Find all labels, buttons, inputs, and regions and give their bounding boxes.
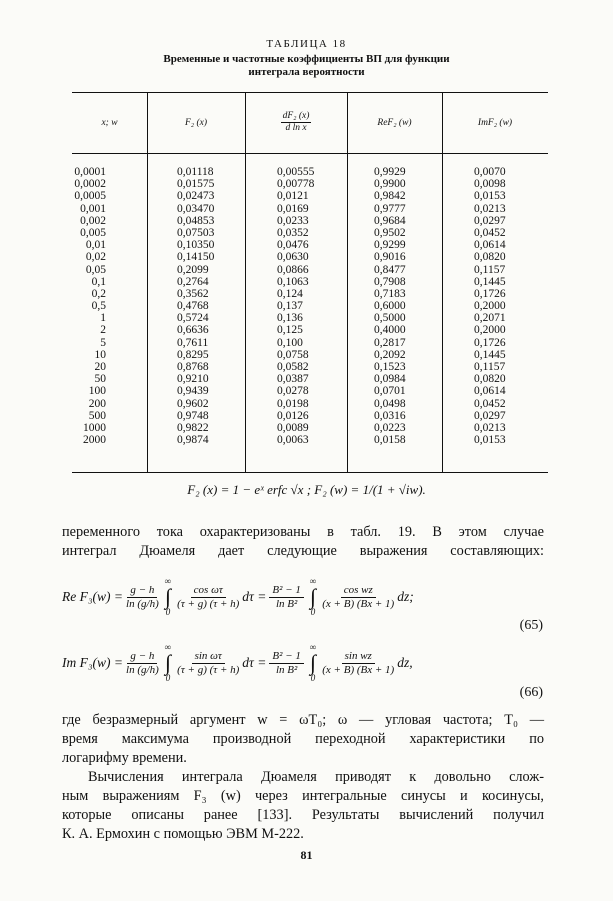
equation-66 (62, 638, 552, 688)
header-df2-fraction (281, 111, 312, 134)
table-cell: 0,0316 (374, 409, 406, 422)
table-cell: 0,2092 (374, 348, 406, 361)
table-cell: 0,0758 (277, 348, 309, 361)
header-df2-numerator: dF₂ (x) (282, 111, 310, 121)
table-cell: 0,7611 (177, 336, 209, 349)
table-cell: 0,1 (91, 275, 106, 288)
table-cell: 0,1063 (277, 275, 309, 288)
table-cell: 0,0452 (474, 397, 506, 410)
equation-number: (65) (519, 618, 543, 633)
column-imf2 (474, 166, 506, 446)
table-cell: 500 (88, 409, 106, 422)
text-line: где безразмерный аргумент w = ωT₀; ω — угловая частота; T₀ — (62, 712, 544, 728)
eq66-f3-num: B² − 1 (269, 650, 303, 664)
eq65-f1-num: g − h (127, 584, 157, 598)
table-cell: 0,6636 (177, 324, 209, 337)
eq66-fraction-3 (269, 650, 303, 677)
table-cell: 20 (94, 361, 106, 373)
table-cell: 0,2071 (474, 312, 506, 325)
table-cell: 0,0820 (474, 251, 506, 264)
equation-number: (66) (519, 685, 543, 700)
table-cell: 2 (100, 324, 106, 337)
table-cell: 10 (94, 348, 106, 361)
table-cell: 0,00778 (277, 178, 315, 191)
eq65-f4-den: (x + B) (Bx + 1) (322, 597, 395, 610)
eq66-integral-1: ∞ ∫ 0 (164, 642, 172, 683)
header-x-w: x; w (101, 117, 118, 128)
table-cell: 0,9439 (177, 385, 209, 398)
table-cell: 0,7908 (374, 275, 406, 288)
eq65-f1-den: ln (g/h) (126, 597, 159, 610)
eq66-f3-den: ln B² (275, 663, 298, 676)
eq65-f2-den: (τ + g) (τ + h) (177, 597, 240, 610)
eq66-fraction-2 (177, 650, 239, 677)
table-cell: 0,9602 (177, 397, 209, 410)
table-cell: 0,1726 (474, 336, 506, 349)
table-cell: 0,0070 (474, 166, 506, 178)
eq65-mid: dτ = (242, 589, 267, 604)
eq65-fraction-2 (177, 584, 239, 611)
table-cell: 0,9502 (374, 226, 406, 239)
table-cell: 0,0089 (277, 421, 309, 434)
table-cell: 0,0297 (474, 409, 506, 422)
text-line: интеграл Дюамеля дает следующие выражения составляющих: (62, 543, 544, 559)
table-cell: 0,0213 (474, 421, 506, 434)
table-cell: 0,04853 (177, 214, 215, 227)
header-df2-denominator: d ln x (285, 123, 307, 133)
table-caption-line: Временные и частотные коэффициенты ВП для функции (163, 53, 450, 65)
table-cell: 0,9684 (374, 214, 406, 227)
table-cell: 100 (88, 385, 106, 398)
table-cell: 0,0098 (474, 178, 506, 191)
table-cell: 0,0158 (374, 434, 406, 447)
table-cell: 0,2099 (177, 263, 209, 276)
table-cell: 0,0169 (277, 202, 309, 215)
table-cell: 0,0614 (474, 239, 506, 252)
table-cell: 0,1157 (474, 361, 506, 373)
table-cell: 0,9842 (374, 190, 406, 203)
table-cell: 0,0352 (277, 226, 309, 239)
table-cell: 0,0233 (277, 214, 309, 227)
table-cell: 0,4768 (177, 300, 209, 313)
eq65-fraction-3 (269, 584, 303, 611)
eq65-int2-upper: ∞ (309, 576, 317, 586)
text-line: Вычисления интеграла Дюамеля приводят к довольно слож- (88, 769, 544, 785)
table-cell: 0,0278 (277, 385, 309, 398)
eq65-int2-lower: 0 (310, 607, 316, 617)
text-line: время максимума производной переходной характеристики по (62, 731, 544, 747)
table-cell: 0,07503 (177, 226, 215, 239)
eq65-f3-num: B² − 1 (269, 584, 303, 598)
table-cell: 0,0866 (277, 263, 309, 276)
eq65-integral-2: ∞ ∫ 0 (309, 576, 317, 617)
table-cell: 0,9210 (177, 373, 209, 386)
table-cell: 0,02473 (177, 190, 215, 203)
eq66-int1-upper: ∞ (164, 642, 172, 652)
table-cell: 0,136 (277, 312, 303, 325)
table-cell: 0,005 (80, 226, 106, 239)
table-cell: 0,0476 (277, 239, 309, 252)
table-cell: 0,8295 (177, 348, 209, 361)
table-cell: 0,0387 (277, 373, 309, 386)
table-number: ТАБЛИЦА 18 (266, 38, 347, 50)
header-imf2: ImF₂ (w) (477, 117, 513, 128)
header-df2 (245, 92, 347, 153)
table-cell: 0,2764 (177, 275, 209, 288)
table-cell: 0,9016 (374, 251, 406, 264)
eq65-f4-num: cos wz (341, 584, 376, 598)
table-cell: 1 (100, 312, 106, 325)
table-cell: 0,1445 (474, 348, 506, 361)
eq65-f2-num: cos ωτ (191, 584, 226, 598)
eq66-f4-num: sin wz (342, 650, 375, 664)
table-cell: 0,0498 (374, 397, 406, 410)
table-cell: 0,0198 (277, 397, 309, 410)
table-cell: 0,01118 (177, 166, 214, 178)
table-cell: 0,0126 (277, 409, 309, 422)
table-cell: 0,0630 (277, 251, 309, 264)
text-line: логарифму времени. (62, 750, 187, 766)
page-number: 81 (300, 848, 313, 862)
table-cell: 0,0153 (474, 190, 506, 203)
table-cell: 50 (94, 373, 106, 386)
table-cell: 2000 (83, 434, 106, 447)
table-cell: 0,0582 (277, 361, 309, 373)
table-cell: 0,9900 (374, 178, 406, 191)
table-cell: 0,10350 (177, 239, 215, 252)
table-cell: 0,01575 (177, 178, 215, 191)
eq65-int1-upper: ∞ (164, 576, 172, 586)
equation-65 (62, 572, 552, 622)
eq66-f1-num: g − h (127, 650, 157, 664)
table-cell: 0,3562 (177, 287, 209, 300)
table-cell: 0,2 (91, 287, 106, 300)
table-cell: 0,0820 (474, 373, 506, 386)
table-cell: 0,7183 (374, 287, 406, 300)
column-x (72, 166, 106, 446)
table-cell: 0,03470 (177, 202, 215, 215)
eq66-int2-upper: ∞ (309, 642, 317, 652)
table-cell: 0,05 (85, 263, 106, 276)
eq66-lhs: Im F₃(w) = (62, 655, 124, 670)
eq66-int1-lower: 0 (165, 673, 171, 683)
table-cell: 0,002 (80, 214, 106, 227)
table-cell: 0,01 (85, 239, 106, 252)
table-cell: 0,14150 (177, 251, 215, 264)
text-line: которые описаны ранее [133]. Результаты вычислений получил (62, 807, 544, 823)
table-cell: 0,1157 (474, 263, 506, 276)
eq65-lhs: Re F₃(w) = (62, 589, 124, 604)
table-cell: 0,0452 (474, 226, 506, 239)
table-cell: 0,9874 (177, 434, 209, 447)
table-cell: 0,2817 (374, 336, 406, 349)
eq66-integral-2: ∞ ∫ 0 (309, 642, 317, 683)
table-cell: 0,100 (277, 336, 303, 349)
eq65-int1-lower: 0 (165, 607, 171, 617)
table-cell: 0,0121 (277, 190, 309, 203)
table-header-rule (72, 153, 548, 154)
table-caption-line: интеграла вероятности (248, 66, 365, 78)
column-f2 (177, 166, 214, 446)
eq65-integral-1: ∞ ∫ 0 (164, 576, 172, 617)
table-cell: 0,8768 (177, 361, 209, 373)
table-cell: 0,00555 (277, 166, 315, 178)
table-cell: 0,9299 (374, 239, 406, 252)
eq66-mid: dτ = (242, 655, 267, 670)
table-cell: 5 (100, 336, 106, 349)
table-cell: 0,125 (277, 324, 303, 337)
table-cell: 0,5000 (374, 312, 406, 325)
header-f2: F₂ (x) (184, 117, 208, 128)
table-cell: 0,2000 (474, 324, 506, 337)
eq65-fraction-4 (322, 584, 394, 611)
table-cell: 0,0297 (474, 214, 506, 227)
table-cell: 1000 (83, 421, 106, 434)
table-cell: 0,8477 (374, 263, 406, 276)
table-cell: 0,9929 (374, 166, 406, 178)
column-ref2 (374, 166, 406, 446)
table-cell: 0,124 (277, 287, 303, 300)
text-line: переменного тока охарактеризованы в табл. 19. В этом случае (62, 524, 544, 540)
table-footnote-formula: F₂ (x) = 1 − eˣ erfc √x ; F₂ (w) = 1/(1 + √iw). (187, 482, 426, 497)
table-cell: 0,5 (91, 300, 106, 313)
table-cell: 0,5724 (177, 312, 209, 325)
table-cell: 0,9748 (177, 409, 209, 422)
table-cell: 0,0223 (374, 421, 406, 434)
eq66-f2-num: sin ωτ (192, 650, 225, 664)
eq65-f3-den: ln B² (275, 597, 298, 610)
text-line: ным выражениям F₃ (w) через интегральные синусы и косинусы, (62, 788, 544, 804)
eq66-f2-den: (τ + g) (τ + h) (177, 663, 240, 676)
table-cell: 0,0153 (474, 434, 506, 447)
table-cell: 200 (88, 397, 106, 410)
eq66-fraction-1 (126, 650, 159, 677)
eq66-fraction-4 (322, 650, 394, 677)
table-cell: 0,0001 (74, 166, 106, 178)
table-cell: 0,4000 (374, 324, 406, 337)
eq66-int2-lower: 0 (310, 673, 316, 683)
eq66-f4-den: (x + B) (Bx + 1) (322, 663, 395, 676)
header-ref2: ReF₂ (w) (377, 117, 412, 128)
table-cell: 0,02 (85, 251, 106, 264)
table-cell: 0,001 (80, 202, 106, 215)
table-cell: 0,0701 (374, 385, 406, 398)
table-cell: 0,1445 (474, 275, 506, 288)
table-cell: 0,6000 (374, 300, 406, 313)
column-df2 (277, 166, 314, 446)
table-cell: 0,2000 (474, 300, 506, 313)
table-cell: 0,0063 (277, 434, 309, 447)
table-cell: 0,0984 (374, 373, 406, 386)
table-cell: 0,1523 (374, 361, 406, 373)
table-cell: 0,0614 (474, 385, 506, 398)
eq66-f1-den: ln (g/h) (126, 663, 159, 676)
table-caption (80, 53, 533, 79)
table-cell: 0,0213 (474, 202, 506, 215)
eq66-end: dz, (397, 655, 413, 670)
table-cell: 0,0002 (74, 178, 106, 191)
table-cell: 0,0005 (74, 190, 106, 203)
table-cell: 0,137 (277, 300, 303, 313)
table-cell: 0,9822 (177, 421, 209, 434)
table-cell: 0,9777 (374, 202, 406, 215)
text-line: К. А. Ермохин с помощью ЭВМ М-222. (62, 826, 304, 842)
eq65-end: dz; (397, 589, 414, 604)
eq65-fraction-1 (126, 584, 159, 611)
table-cell: 0,1726 (474, 287, 506, 300)
